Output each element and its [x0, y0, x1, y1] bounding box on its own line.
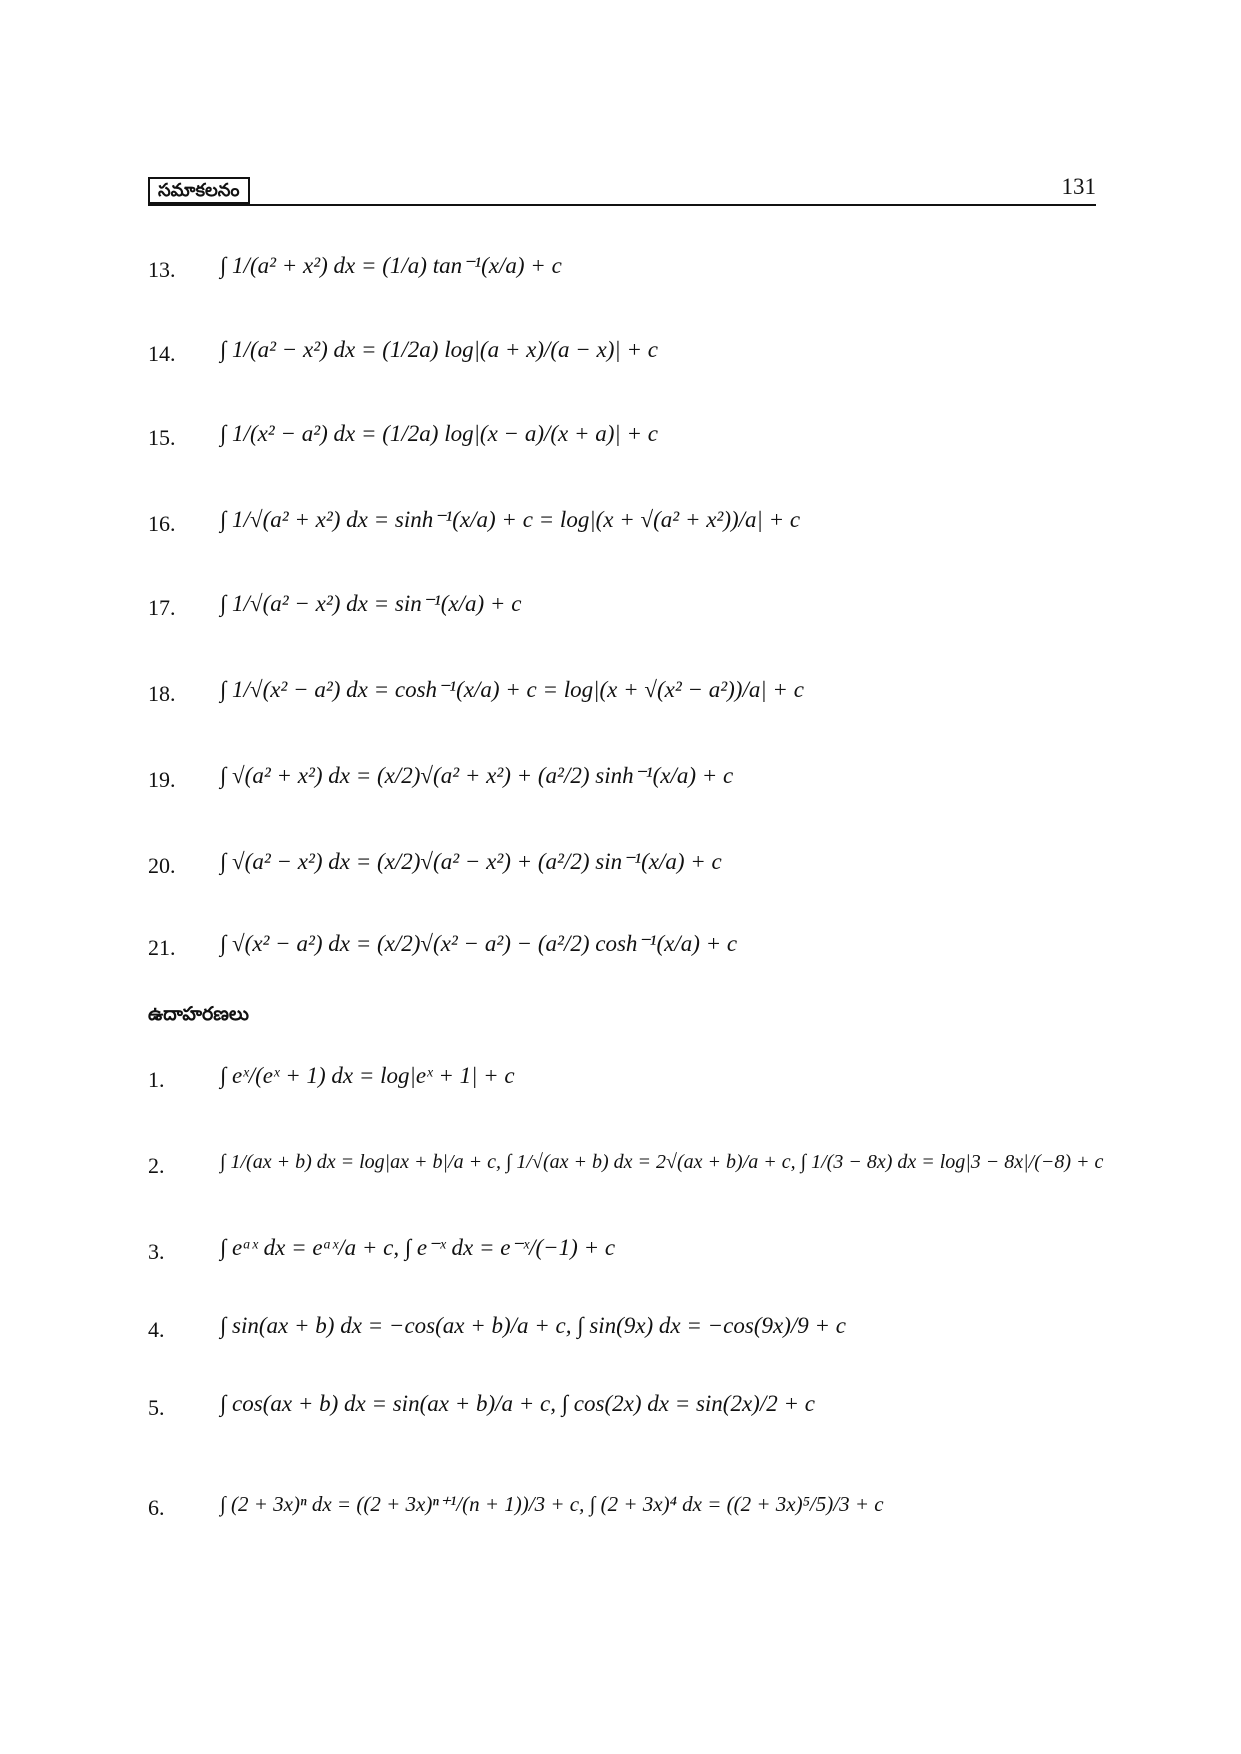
formula: ∫ 1/(a² + x²) dx = (1/a) tan⁻¹(x/a) + c [220, 253, 562, 278]
formula: ∫ √(a² + x²) dx = (x/2)√(a² + x²) + (a²/2) sinh⁻¹(x/a) + c [220, 763, 734, 788]
formula-number: 16. [148, 511, 176, 536]
formula-number: 20. [148, 853, 176, 878]
example-number: 6. [148, 1495, 165, 1520]
formula: ∫ 1/(x² − a²) dx = (1/2a) log|(x − a)/(x + a)| + c [220, 421, 658, 446]
chapter-title: సమాకలనం [148, 177, 250, 204]
formula-number: 21. [148, 935, 176, 960]
example-formula: ∫ 1/(ax + b) dx = log|ax + b|/a + c, ∫ 1/√(ax + b) dx = 2√(ax + b)/a + c, ∫ 1/(3 − 8x) dx = log|3 − 8x|/(−8) + c [220, 1151, 1104, 1173]
formula-number: 14. [148, 341, 176, 366]
formula: ∫ 1/(a² − x²) dx = (1/2a) log|(a + x)/(a − x)| + c [220, 337, 658, 362]
example-number: 1. [148, 1067, 165, 1092]
page-number: 131 [1061, 174, 1096, 199]
example-formula: ∫ cos(ax + b) dx = sin(ax + b)/a + c, ∫ cos(2x) dx = sin(2x)/2 + c [220, 1391, 815, 1416]
example-number: 4. [148, 1317, 165, 1342]
example-number: 3. [148, 1239, 165, 1264]
example-formula: ∫ eˣ/(eˣ + 1) dx = log|eˣ + 1| + c [220, 1063, 515, 1088]
formula-number: 13. [148, 257, 176, 282]
example-formula: ∫ sin(ax + b) dx = −cos(ax + b)/a + c, ∫ sin(9x) dx = −cos(9x)/9 + c [220, 1313, 846, 1338]
formula: ∫ 1/√(x² − a²) dx = cosh⁻¹(x/a) + c = log|(x + √(x² − a²))/a| + c [220, 677, 804, 702]
page-header [148, 175, 1096, 206]
example-number: 5. [148, 1395, 165, 1420]
formula-number: 19. [148, 767, 176, 792]
formula: ∫ √(a² − x²) dx = (x/2)√(a² − x²) + (a²/2) sin⁻¹(x/a) + c [220, 849, 722, 874]
example-formula: ∫ eᵃˣ dx = eᵃˣ/a + c, ∫ e⁻ˣ dx = e⁻ˣ/(−1) + c [220, 1235, 616, 1260]
example-formula: ∫ (2 + 3x)ⁿ dx = ((2 + 3x)ⁿ⁺¹/(n + 1))/3 + c, ∫ (2 + 3x)⁴ dx = ((2 + 3x)⁵/5)/3 + c [220, 1492, 884, 1516]
formula: ∫ 1/√(a² + x²) dx = sinh⁻¹(x/a) + c = log|(x + √(a² + x²))/a| + c [220, 507, 801, 532]
formula-number: 17. [148, 595, 176, 620]
formula: ∫ 1/√(a² − x²) dx = sin⁻¹(x/a) + c [220, 591, 522, 616]
formula: ∫ √(x² − a²) dx = (x/2)√(x² − a²) − (a²/2) cosh⁻¹(x/a) + c [220, 931, 738, 956]
examples-heading: ఉదాహరణలు [148, 1003, 249, 1025]
formula-number: 18. [148, 681, 176, 706]
example-number: 2. [148, 1153, 165, 1178]
formula-number: 15. [148, 425, 176, 450]
